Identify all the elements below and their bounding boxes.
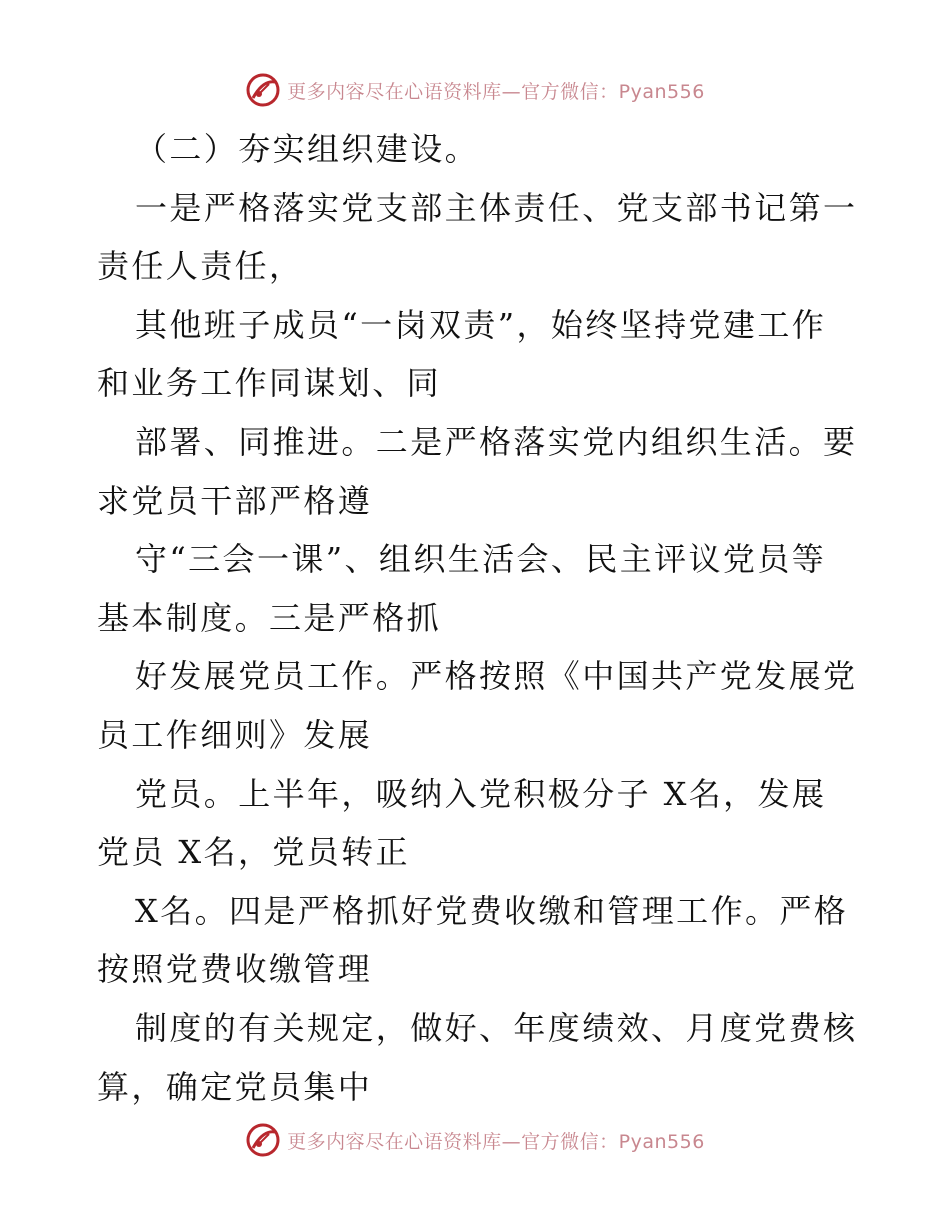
text-line: （二）夯实组织建设。 — [135, 130, 480, 168]
brand-logo-icon — [245, 72, 281, 108]
text-line: X名。四是严格抓好党费收缴和管理工作。严格 — [135, 891, 849, 930]
text-line: 责任人责任， — [97, 247, 304, 286]
text-line: 按照党费收缴管理 — [97, 950, 373, 989]
text-line: 算，确定党员集中 — [97, 1067, 373, 1106]
text-line: 基本制度。三是严格抓 — [97, 598, 442, 637]
header-banner-text: 更多内容尽在心语资料库—官方微信：Pyan556 — [287, 80, 705, 103]
text-line: 其他班子成员“一岗双责”，始终坚持党建工作 — [135, 305, 827, 344]
text-line: 党员 X名，党员转正 — [97, 833, 410, 872]
text-line: 守“三会一课”、组织生活会、民主评议党员等 — [135, 540, 827, 579]
document-body — [97, 120, 857, 1116]
text-line: 求党员干部严格遵 — [97, 481, 373, 520]
text-line: 好发展党员工作。严格按照《中国共产党发展党 — [135, 657, 858, 696]
brand-logo-icon — [245, 1122, 281, 1158]
footer-banner-text: 更多内容尽在心语资料库—官方微信：Pyan556 — [287, 1130, 705, 1153]
text-line: 制度的有关规定，做好、年度绩效、月度党费核 — [135, 1008, 858, 1047]
text-line: 部署、同推进。二是严格落实党内组织生活。要 — [135, 422, 858, 461]
text-line: 党员。上半年，吸纳入党积极分子 X名，发展 — [135, 774, 827, 813]
header-banner — [0, 68, 950, 112]
footer-banner — [0, 1118, 950, 1162]
text-line: 一是严格落实党支部主体责任、党支部书记第一 — [135, 188, 858, 227]
text-line: 员工作细则》发展 — [97, 715, 373, 754]
text-line: 和业务工作同谋划、同 — [97, 364, 442, 403]
